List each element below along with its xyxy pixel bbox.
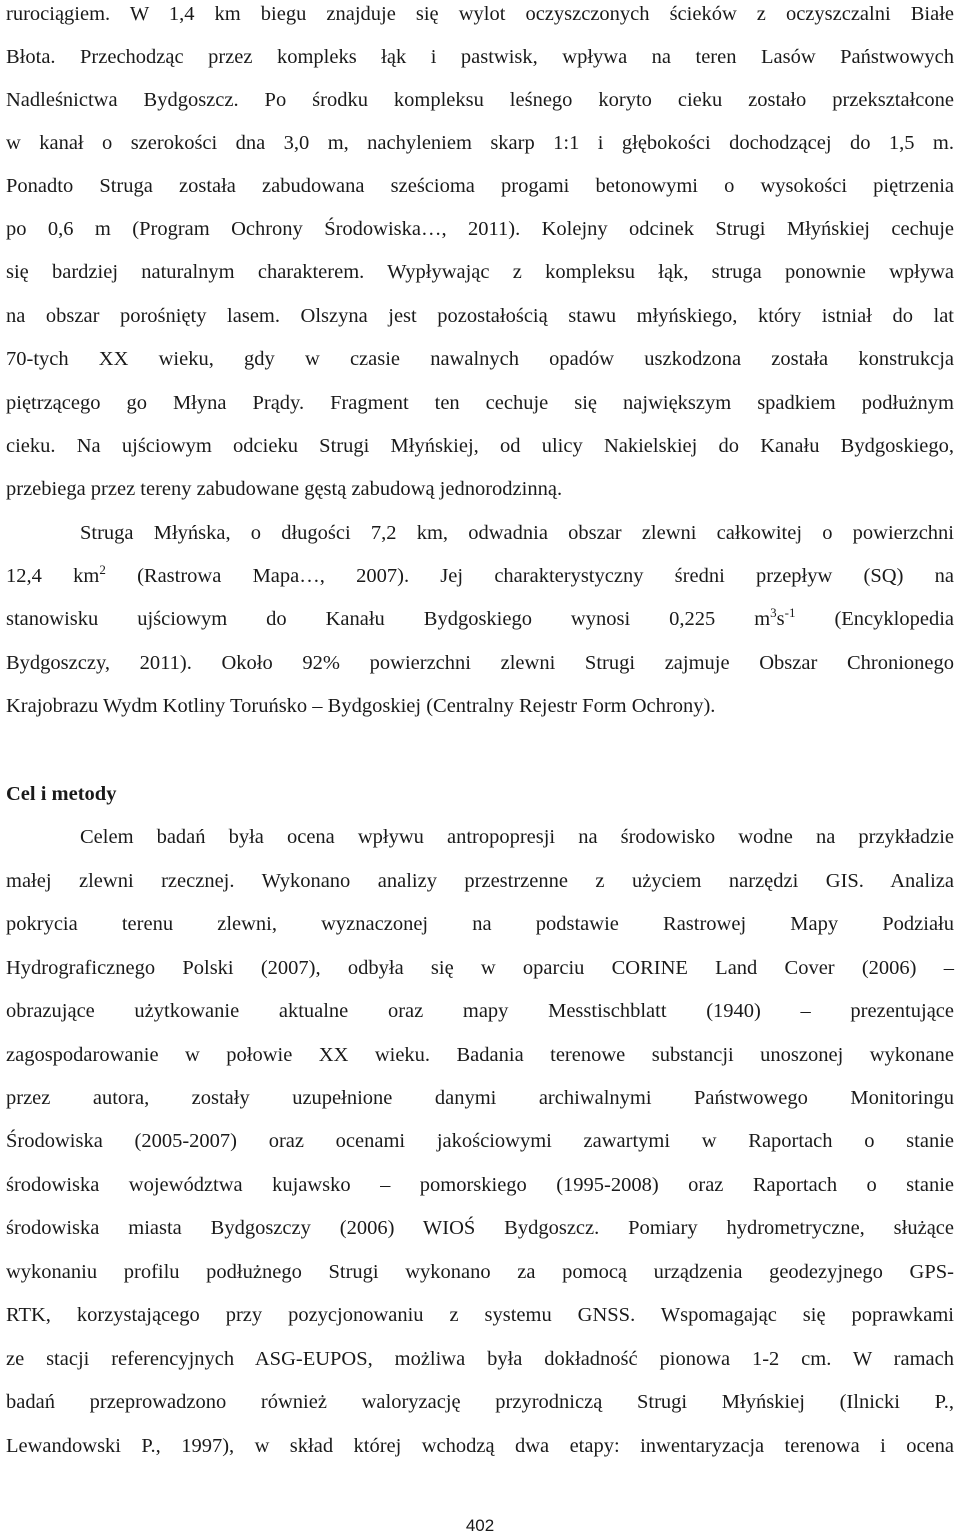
text-line: Celem badań była ocena wpływu antropopresji na środowisko wodne na przykładzie [80,826,954,848]
text-line: ze stacji referencyjnych ASG-EUPOS, możliwa była dokładność pionowa 1-2 cm. W ramach [6,1348,954,1370]
text-run: (Encyklopedia [795,608,954,630]
text-line: Nadleśnictwa Bydgoszcz. Po środku kompleksu leśnego koryto cieku zostało przekształcone [6,89,954,111]
text-line: Lewandowski P., 1997), w skład której wchodzą dwa etapy: inwentaryzacja terenowa i ocena [6,1435,954,1457]
text-line: środowiska województwa kujawsko – pomorskiego (1995-2008) oraz Raportach o stanie [6,1174,954,1196]
text-line: RTK, korzystającego przy pozycjonowaniu z systemu GNSS. Wspomagając się poprawkami [6,1304,954,1326]
text-line: przebiega przez tereny zabudowane gęstą zabudową jednorodzinną. [6,478,563,500]
text-line: Błota. Przechodząc przez kompleks łąk i pastwisk, wpływa na teren Lasów Państwowych [6,46,954,68]
text-line: rurociągiem. W 1,4 km biegu znajduje się wylot oczyszczonych ścieków z oczyszczalni Białe [6,3,954,25]
text-line: piętrzącego go Młyna Prądy. Fragment ten cechuje się największym spadkiem podłużnym [6,392,954,414]
text-run: 12,4 km [6,565,100,587]
page-number: 402 [465,1516,495,1535]
superscript: 2 [99,562,106,578]
text-line [6,607,954,631]
text-line: Hydrograficznego Polski (2007), odbyła się w oparciu CORINE Land Cover (2006) – [6,957,954,979]
text-line: Środowiska (2005-2007) oraz ocenami jakościowymi zawartymi w Raportach o stanie [6,1130,954,1152]
text-line: w kanał o szerokości dna 3,0 m, nachyleniem skarp 1:1 i głębokości dochodzącej do 1,5 m. [6,132,954,154]
text-line: Krajobrazu Wydm Kotliny Toruńsko – Bydgoskiej (Centralny Rejestr Form Ochrony). [6,695,716,717]
text-line: Struga Młyńska, o długości 7,2 km, odwadnia obszar zlewni całkowitej o powierzchni [80,522,954,544]
text-line: obrazujące użytkowanie aktualne oraz mapy Messtischblatt (1940) – prezentujące [6,1000,954,1022]
text-line: małej zlewni rzecznej. Wykonano analizy przestrzenne z użyciem narzędzi GIS. Analiza [6,870,954,892]
superscript: -1 [784,605,796,621]
text-line: przez autora, zostały uzupełnione danymi archiwalnymi Państwowego Monitoringu [6,1087,954,1109]
text-line: Ponadto Struga została zabudowana sześcioma progami betonowymi o wysokości piętrzenia [6,175,954,197]
text-line: badań przeprowadzono również waloryzację przyrodniczą Strugi Młyńskiej (Ilnicki P., [6,1391,954,1413]
text-run: stanowisku ujściowym do Kanału Bydgoskiego wynosi 0,225 m [6,608,771,630]
text-run: (Rastrowa Mapa…, 2007). Jej charakterystyczny średni przepływ (SQ) na [105,565,954,587]
text-line: cieku. Na ujściowym odcieku Strugi Młyńskiej, od ulicy Nakielskiej do Kanału Bydgoskiego, [6,435,954,457]
text-line: zagospodarowanie w połowie XX wieku. Badania terenowe substancji unoszonej wykonane [6,1044,954,1066]
text-line: Bydgoszczy, 2011). Około 92% powierzchni zlewni Strugi zajmuje Obszar Chronionego [6,652,954,674]
text-line: wykonaniu profilu podłużnego Strugi wykonano za pomocą urządzenia geodezyjnego GPS- [6,1261,954,1283]
text-line: środowiska miasta Bydgoszczy (2006) WIOŚ Bydgoszcz. Pomiary hydrometryczne, służące [6,1217,954,1239]
text-line: po 0,6 m (Program Ochrony Środowiska…, 2011). Kolejny odcinek Strugi Młyńskiej cechuje [6,218,954,240]
superscript: 3 [770,605,777,621]
text-line: na obszar porośnięty lasem. Olszyna jest pozostałością stawu młyńskiego, który istniał do lat [6,305,954,327]
text-run: s [776,608,785,630]
text-line: się bardziej naturalnym charakterem. Wypływając z kompleksu łąk, struga ponownie wpływa [6,261,954,283]
section-heading: Cel i metody [6,783,117,805]
text-line: pokrycia terenu zlewni, wyznaczonej na podstawie Rastrowej Mapy Podziału [6,913,954,935]
text-line: 70-tych XX wieku, gdy w czasie nawalnych opadów uszkodzona została konstrukcja [6,348,954,370]
text-line [6,564,954,588]
